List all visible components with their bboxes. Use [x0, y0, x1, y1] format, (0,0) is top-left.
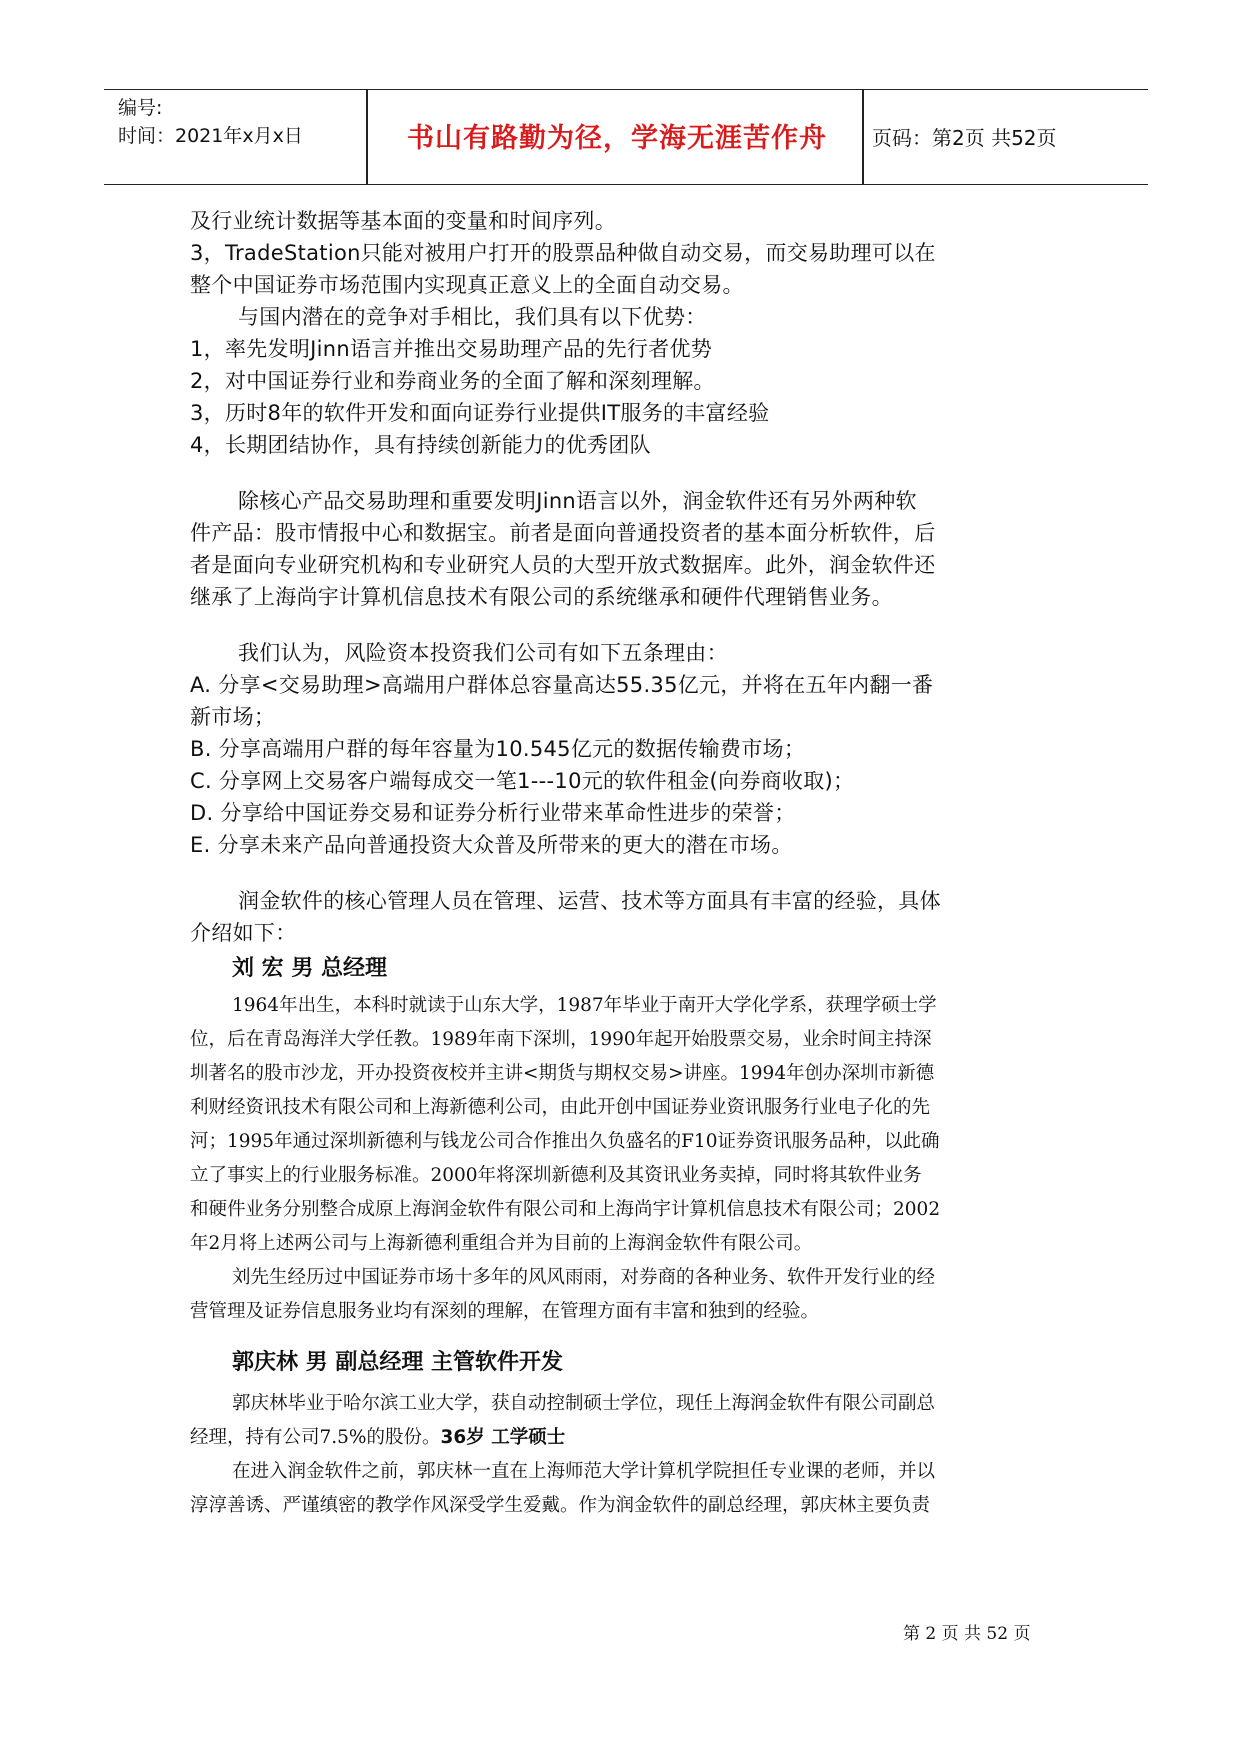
spacer — [190, 461, 1050, 485]
page-header — [104, 89, 1148, 185]
bio-line — [190, 1421, 1050, 1455]
bio-line: 立了事实上的行业服务标准。2000年将深圳新德利及其资讯业务卖掉，同时将其软件业务 — [190, 1165, 922, 1186]
person-heading: 刘 宏 男 总经理 — [232, 956, 387, 981]
document-body — [190, 205, 1050, 1523]
spacer — [190, 613, 1050, 637]
page-number-label: 页码：第2页 共52页 — [872, 126, 1057, 150]
time-label: 时间：2021年x月x日 — [118, 125, 303, 147]
text-line: 除核心产品交易助理和重要发明Jinn语言以外，润金软件还有另外两种软 — [238, 489, 917, 513]
header-motto: 书山有路勤为径，学海无涯苦作舟 — [407, 123, 827, 154]
bio-line: 位，后在青岛海洋大学任教。1989年南下深圳，1990年起开始股票交易，业余时间主持深 — [190, 1029, 932, 1050]
text-line: 润金软件的核心管理人员在管理、运营、技术等方面具有丰富的经验，具体 — [238, 889, 941, 913]
list-item: 3，历时8年的软件开发和面向证券行业提供IT服务的丰富经验 — [190, 401, 770, 425]
text-line: 件产品：股市情报中心和数据宝。前者是面向普通投资者的基本面分析软件，后 — [190, 521, 936, 545]
header-left — [118, 94, 303, 150]
bio-line: 淳淳善诱、严谨缜密的教学作风深受学生爱戴。作为润金软件的副总经理，郭庆林主要负责 — [190, 1495, 931, 1516]
list-item: 2，对中国证券行业和券商业务的全面了解和深刻理解。 — [190, 369, 715, 393]
list-item: B. 分享高端用户群的每年容量为10.545亿元的数据传输费市场； — [190, 737, 806, 761]
bio-highlight: 36岁 工学硕士 — [440, 1427, 566, 1448]
text-line: 整个中国证券市场范围内实现真正意义上的全面自动交易。 — [190, 273, 744, 297]
list-item: 新市场； — [190, 705, 276, 729]
text-line: 者是面向专业研究机构和专业研究人员的大型开放式数据库。此外，润金软件还 — [190, 553, 936, 577]
text-line: 我们认为，风险资本投资我们公司有如下五条理由： — [238, 641, 728, 665]
bio-line: 年2月将上述两公司与上海新德利重组合并为目前的上海润金软件有限公司。 — [190, 1233, 813, 1254]
list-item: 4，长期团结协作，具有持续创新能力的优秀团队 — [190, 433, 651, 457]
list-item: C. 分享网上交易客户端每成交一笔1---10元的软件租金(向券商收取)； — [190, 769, 855, 793]
text-line: 及行业统计数据等基本面的变量和时间序列。 — [190, 209, 616, 233]
bio-line: 1964年出生，本科时就读于山东大学，1987年毕业于南开大学化学系，获理学硕士学 — [232, 995, 937, 1016]
text-line: 介绍如下： — [190, 921, 297, 945]
bio-line: 和硬件业务分别整合成原上海润金软件有限公司和上海尚宇计算机信息技术有限公司；2002 — [190, 1199, 941, 1220]
text-line: 与国内潜在的竞争对手相比，我们具有以下优势： — [238, 305, 707, 329]
list-item: A. 分享<交易助理>高端用户群体总容量高达55.35亿元，并将在五年内翻一番 — [190, 673, 934, 697]
list-item: D. 分享给中国证券交易和证券分析行业带来革命性进步的荣誉； — [190, 801, 796, 825]
bio-line: 在进入润金软件之前，郭庆林一直在上海师范大学计算机学院担任专业课的老师，并以 — [232, 1461, 936, 1482]
bio-text: 经理，持有公司7.5%的股份。 — [190, 1427, 441, 1448]
spacer — [190, 1329, 1050, 1343]
list-item: E. 分享未来产品向普通投资大众普及所带来的更大的潜在市场。 — [190, 833, 793, 857]
bio-line: 郭庆林毕业于哈尔滨工业大学，获自动控制硕士学位，现任上海润金软件有限公司副总 — [232, 1393, 936, 1414]
bio-line: 刘先生经历过中国证券市场十多年的风风雨雨，对券商的各种业务、软件开发行业的经 — [232, 1267, 936, 1288]
spacer — [190, 861, 1050, 885]
bio-line: 营管理及证券信息服务业均有深刻的理解，在管理方面有丰富和独到的经验。 — [190, 1301, 820, 1322]
header-divider — [366, 90, 368, 184]
number-label: 编号: — [118, 97, 163, 119]
text-line: 继承了上海尚宇计算机信息技术有限公司的系统继承和硬件代理销售业务。 — [190, 585, 893, 609]
bio-line: 利财经资讯技术有限公司和上海新德利公司，由此开创中国证券业资讯服务行业电子化的先 — [190, 1097, 931, 1118]
bio-line: 河；1995年通过深圳新德利与钱龙公司合作推出久负盛名的F10证券资讯服务品种，以此确 — [190, 1131, 940, 1152]
page-footer: 第 2 页 共 52 页 — [903, 1624, 1031, 1644]
header-divider — [862, 90, 864, 184]
list-item: 1，率先发明Jinn语言并推出交易助理产品的先行者优势 — [190, 337, 713, 361]
bio-line: 圳著名的股市沙龙，开办投资夜校并主讲<期货与期权交易>讲座。1994年创办深圳市新德 — [190, 1063, 935, 1084]
text-line: 3，TradeStation只能对被用户打开的股票品种做自动交易，而交易助理可以在 — [190, 241, 936, 265]
person-heading: 郭庆林 男 副总经理 主管软件开发 — [232, 1350, 563, 1375]
